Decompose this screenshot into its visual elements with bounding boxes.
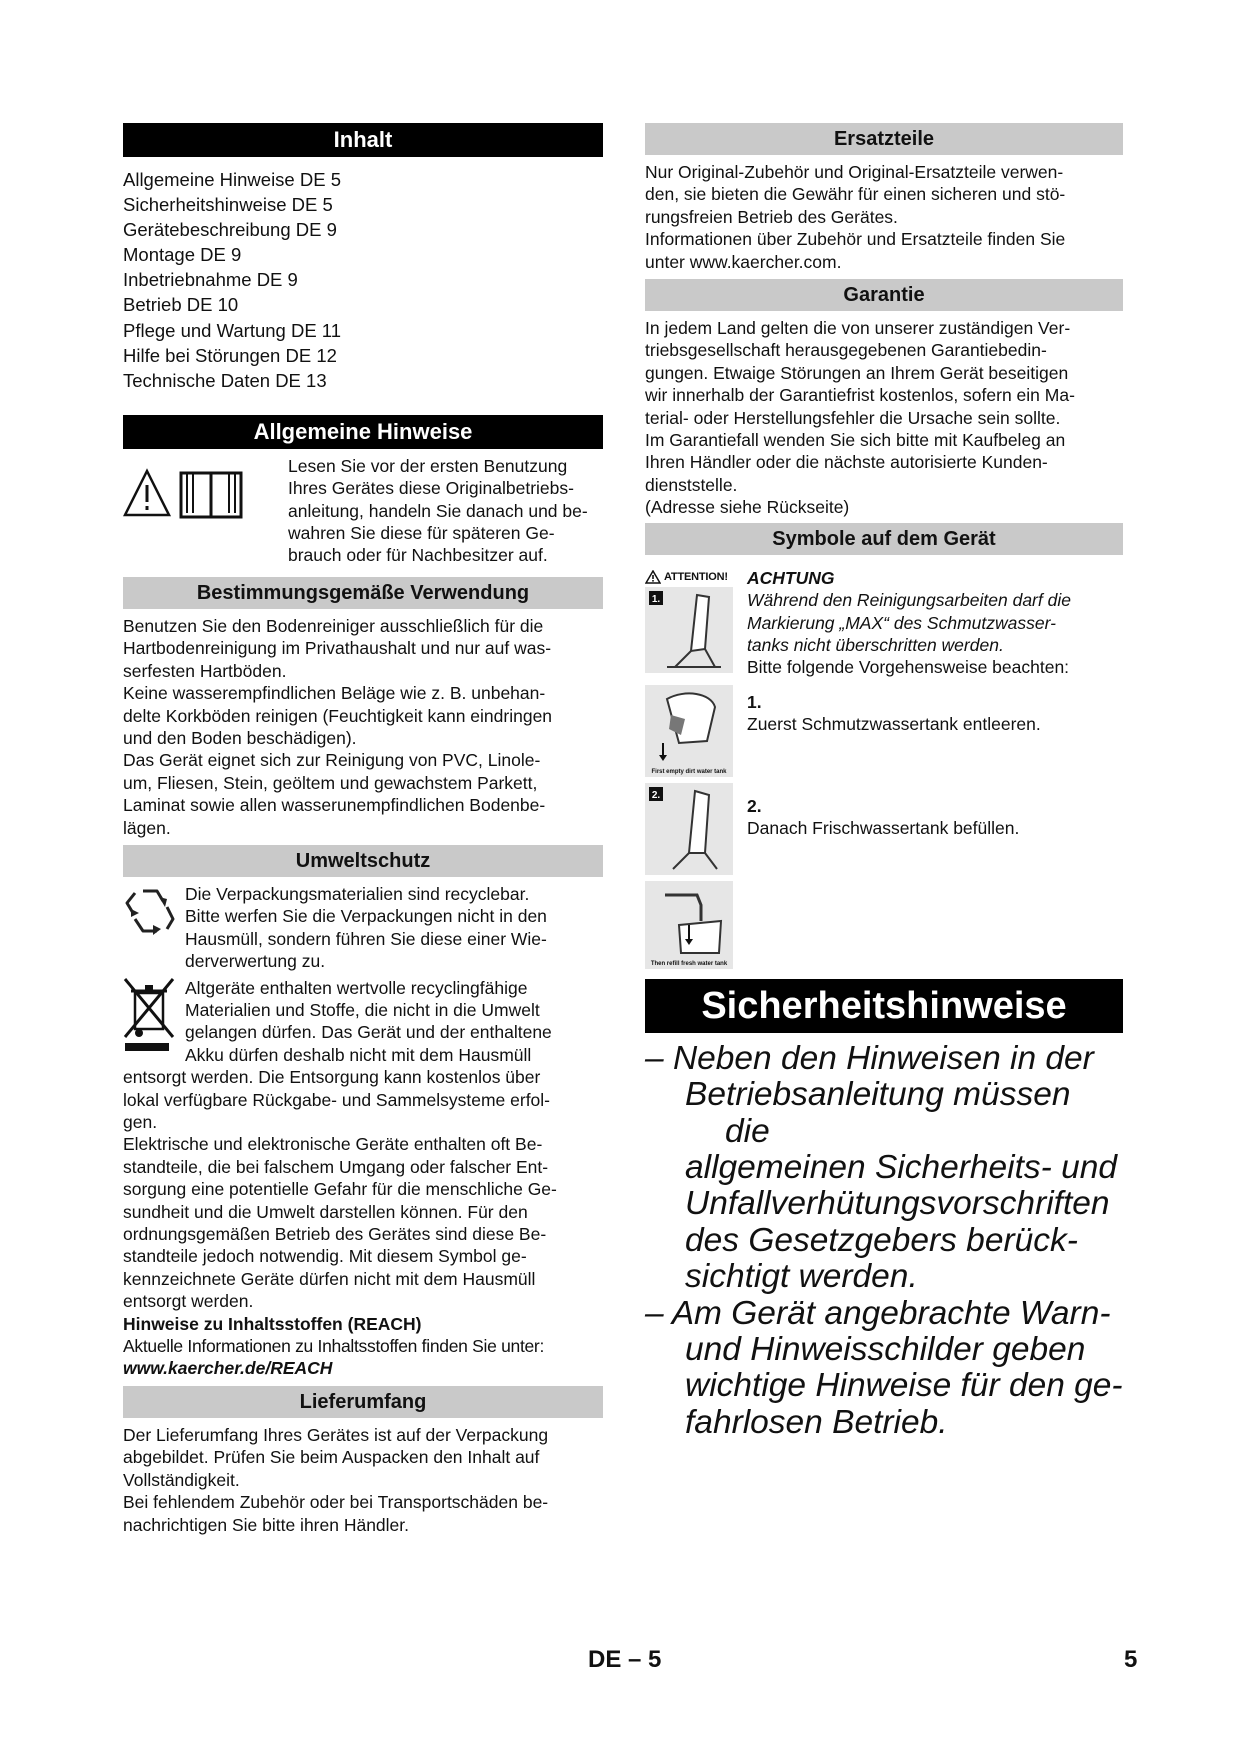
text-line: Laminat sowie allen wasserunempfindlichen Bodenbe- [123, 795, 546, 816]
toc-item[interactable]: Hilfe bei Störungen DE 12 [123, 344, 337, 366]
text-line: unter www.kaercher.com. [645, 251, 842, 272]
text-line: Während den Reinigungsarbeiten darf die [747, 590, 1071, 611]
text-line: Ihren Händler oder die nächste autorisierte Kunden- [645, 452, 1048, 473]
intended-use-text [123, 615, 603, 839]
text-line: um, Fliesen, Stein, geöltem und gewachstem Parkett, [123, 772, 538, 793]
step2-text [747, 783, 1019, 875]
step-number: 1. [747, 691, 762, 712]
text-line: Im Garantiefall wenden Sie sich bitte mit Kaufbeleg an [645, 430, 1066, 451]
recycle-text [185, 883, 547, 973]
text-line: lägen. [123, 817, 171, 838]
text-line: Markierung „MAX“ des Schmutzwasser- [747, 612, 1056, 633]
text-line: gelangen dürfen. Das Gerät und der enthaltene [185, 1022, 552, 1043]
table-of-contents [123, 167, 603, 393]
text-line: Lesen Sie vor der ersten Benutzung [288, 455, 568, 476]
text-line: Bei fehlendem Zubehör oder bei Transportschäden be- [123, 1492, 549, 1513]
toc-item[interactable]: Montage DE 9 [123, 244, 242, 266]
text-line: Bitte werfen Sie die Verpackungen nicht in den [185, 906, 547, 927]
text-line: tanks nicht überschritten werden. [747, 634, 1004, 655]
step-text: Zuerst Schmutzwassertank entleeren. [747, 714, 1041, 735]
step1-text [747, 685, 1041, 777]
weee-notice [123, 977, 603, 1067]
text-line: Betriebsanleitung müssen die [685, 1076, 1071, 1150]
general-heading: Allgemeine Hinweise [123, 415, 603, 449]
step-text: Danach Frischwassertank befüllen. [747, 818, 1020, 839]
text-line: allgemeinen Sicherheits- und [685, 1148, 1118, 1186]
text-line: Ihres Gerätes diese Originalbetriebs- [288, 478, 574, 499]
toc-item[interactable]: Pflege und Wartung DE 11 [123, 319, 342, 341]
text-line: dienststelle. [645, 474, 738, 495]
text-line: Akku dürfen deshalb nicht mit dem Hausmüll [185, 1044, 532, 1065]
svg-text:First empty dirt water tank: First empty dirt water tank [651, 768, 727, 775]
device-max-mark-image [645, 587, 733, 673]
text-line: brauch oder für Nachbesitzer auf. [288, 545, 548, 566]
empty-dirt-tank-image [645, 685, 733, 777]
text-line: standteile jedoch notwendig. Mit diesem Symbol ge- [123, 1246, 527, 1267]
text-line: wichtige Hinweise für den ge- [685, 1367, 1123, 1405]
crossed-bin-icon [123, 977, 177, 1053]
text-line: anleitung, handeln Sie danach und be- [288, 500, 588, 521]
text-line: lokal verfügbare Rückgabe- und Sammelsysteme erfol- [123, 1089, 550, 1110]
list-item [645, 1041, 1123, 1296]
notice-icons [123, 455, 268, 567]
text-line: triebsgesellschaft herausgegebenen Garantiebedin- [645, 340, 1047, 361]
toc-item[interactable]: Technische Daten DE 13 [123, 369, 327, 391]
text-line: entsorgt werden. Die Entsorgung kann kostenlos über [123, 1067, 541, 1088]
step-number: 2. [747, 795, 762, 816]
text-line: Keine wasserempfindlichen Beläge wie z. B. unbehan- [123, 683, 546, 704]
text-line: serfesten Hartböden. [123, 660, 287, 681]
text-line: Benutzen Sie den Bodenreiniger ausschließlich für die [123, 615, 544, 636]
attention-label: ATTENTION! [645, 567, 735, 587]
refill-fresh-tank-image [645, 881, 733, 969]
text-line: – Neben den Hinweisen in der [645, 1039, 1094, 1077]
disposal-text [123, 1066, 603, 1380]
delivery-heading: Lieferumfang [123, 1386, 603, 1418]
right-column [645, 123, 1123, 1441]
text-line: und den Boden beschädigen). [123, 727, 357, 748]
warning-icon [645, 570, 661, 584]
text-line: gen. [123, 1112, 158, 1132]
recycle-notice [123, 883, 603, 973]
safety-list [645, 1041, 1123, 1441]
text-line: wahren Sie diese für späteren Ge- [288, 523, 555, 544]
text-line: kennzeichnete Geräte dürfen nicht mit dem Hausmüll [123, 1268, 536, 1289]
text-line: Elektrische und elektronische Geräte enthalten oft Be- [123, 1134, 543, 1155]
text-line: Hausmüll, sondern führen Sie diese einer Wie- [185, 928, 547, 949]
weee-text [185, 977, 552, 1067]
achtung-label: ACHTUNG [747, 567, 835, 588]
left-column [123, 123, 603, 1536]
symbol-warning-row [645, 567, 1123, 679]
safety-heading: Sicherheitshinweise [645, 979, 1123, 1033]
text-line: Das Gerät eignet sich zur Reinigung von PVC, Linole- [123, 750, 541, 771]
text-line: nachrichtigen Sie bitte ihren Händler. [123, 1514, 410, 1535]
text-line: wir innerhalb der Garantiefrist kostenlos, sofern ein Ma- [645, 385, 1075, 406]
text-line: sorgung eine potentielle Gefahr für die menschliche Ge- [123, 1179, 557, 1200]
text-line: Vollständigkeit. [123, 1469, 240, 1490]
text-line: gungen. Etwaige Störungen an Ihrem Gerät beseitigen [645, 362, 1069, 383]
reach-link[interactable]: www.kaercher.de/REACH [123, 1358, 333, 1379]
recycle-icon [123, 885, 177, 937]
symbols-heading: Symbole auf dem Gerät [645, 523, 1123, 555]
text-line: den, sie bieten die Gewähr für einen sicheren und stö- [645, 184, 1066, 205]
text-line: sichtigt werden. [685, 1258, 918, 1296]
toc-item[interactable]: Allgemeine Hinweise DE 5 [123, 169, 341, 190]
text-line: Bitte folgende Vorgehensweise beachten: [747, 657, 1070, 678]
text-line: terial- oder Herstellungsfehler die Ursache sein sollte. [645, 407, 1061, 428]
text-line: Der Lieferumfang Ihres Gerätes ist auf der Verpackung [123, 1424, 549, 1445]
text-line: fahrlosen Betrieb. [685, 1403, 948, 1441]
text-line: delte Korkböden reinigen (Feuchtigkeit kann eindringen [123, 705, 553, 726]
reach-heading: Hinweise zu Inhaltsstoffen (REACH) [123, 1313, 422, 1334]
spare-parts-text [645, 161, 1123, 273]
warning-manual-icon [123, 467, 263, 523]
text-line: Materialien und Stoffe, die nicht in die Umwelt [185, 999, 540, 1020]
text-line: Altgeräte enthalten wertvolle recyclingfähige [185, 977, 528, 998]
symbol-step1-row [645, 685, 1123, 777]
text-line: – Am Gerät angebrachte Warn- [645, 1294, 1111, 1332]
warranty-text [645, 317, 1123, 519]
text-line: Nur Original-Zubehör und Original-Ersatzteile verwen- [645, 162, 1064, 182]
intended-use-heading: Bestimmungsgemäße Verwendung [123, 577, 603, 609]
warranty-heading: Garantie [645, 279, 1123, 311]
general-text [288, 455, 588, 567]
symbol-step2-row [645, 783, 1123, 875]
toc-heading: Inhalt [123, 123, 603, 157]
page-number: 5 [1124, 1646, 1138, 1673]
text-line: standteile, die bei falschem Umgang oder falscher Ent- [123, 1156, 549, 1177]
svg-text:Then refill fresh water tank: Then refill fresh water tank [650, 960, 728, 967]
text-line: (Adresse siehe Rückseite) [645, 497, 850, 518]
reach-text: Aktuelle Informationen zu Inhaltsstoffen finden Sie unter: [123, 1336, 545, 1357]
text-line: In jedem Land gelten die von unserer zuständigen Ver- [645, 318, 1071, 339]
text-line: ordnungsgemäßen Betrieb des Gerätes sind diese Be- [123, 1224, 547, 1245]
symbol-step2-image-row [645, 881, 1123, 969]
text-line: des Gesetzgebers berück- [685, 1221, 1078, 1259]
text-line: entsorgt werden. [123, 1291, 254, 1312]
text-line: Die Verpackungsmaterialien sind recyclebar. [185, 883, 530, 904]
environment-heading: Umweltschutz [123, 845, 603, 877]
toc-item[interactable]: Sicherheitshinweise DE 5 [123, 194, 333, 216]
text-line: und Hinweisschilder geben [685, 1330, 1086, 1368]
text-line: sundheit und die Umwelt darstellen können. Für den [123, 1201, 528, 1222]
text-line: derverwertung zu. [185, 951, 326, 972]
general-notice [123, 455, 603, 567]
text-line: rungsfreien Betrieb des Gerätes. [645, 206, 898, 227]
list-item [645, 1296, 1123, 1442]
text-line: Hartbodenreinigung im Privathaushalt und nur auf was- [123, 638, 552, 659]
device-fresh-tank-image [645, 783, 733, 875]
svg-text:1.: 1. [651, 593, 661, 605]
svg-text:2.: 2. [651, 789, 661, 801]
delivery-text [123, 1424, 603, 1536]
toc-item[interactable]: Betrieb DE 10 [123, 294, 239, 316]
text-line: Informationen über Zubehör und Ersatzteile finden Sie [645, 229, 1066, 250]
page-label: DE – 5 [588, 1646, 662, 1673]
text-line: abgebildet. Prüfen Sie beim Auspacken den Inhalt auf [123, 1447, 540, 1468]
toc-item[interactable]: Gerätebeschreibung DE 9 [123, 219, 337, 241]
warning-text [747, 567, 1071, 679]
spare-parts-heading: Ersatzteile [645, 123, 1123, 155]
toc-item[interactable]: Inbetriebnahme DE 9 [123, 269, 298, 291]
text-line: Unfallverhütungsvorschriften [685, 1185, 1110, 1223]
